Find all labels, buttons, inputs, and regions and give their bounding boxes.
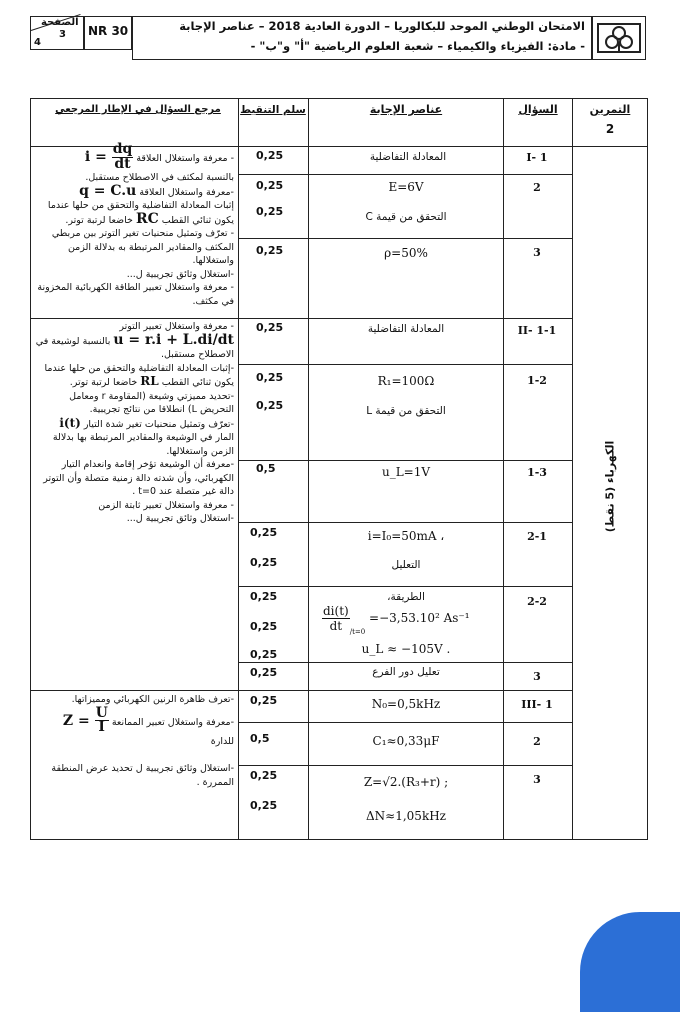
ref-III-d: -استغلال وثائق تجريبية ل تحديد عرض المنطقة الممررة . [51, 763, 234, 788]
ministry-logo-icon [594, 18, 644, 58]
answer-III-3-Z: Z=√2.(R₃+r) ; [363, 775, 449, 789]
score-II-3: 0,25 [250, 666, 278, 679]
question-III-1: III- 1 [521, 698, 553, 711]
ref-II-i: - معرفة واستغلال تعبير ثابتة الزمن [98, 499, 234, 511]
ref-II-e: -تحديد مميزتي وشيعة (المقاومة r ومعامل التحريض L) انطلاقا من نتائج تجريبية. [69, 390, 234, 415]
formula-i-dq-dt: i = $\frac{dq}{dt}$ [84, 141, 133, 172]
ref-II-j: -استغلال وثائق تجريبية ل... [126, 513, 234, 524]
ref-III-a: -تعرف ظاهرة الرنين الكهربائي ومميزاتها. [71, 694, 234, 705]
answer-II-2-2-uL: u_L ≈ −105V . [361, 642, 451, 656]
col-header-exercise: التمرين [589, 103, 631, 116]
score-II-1-2b: 0,25 [256, 399, 284, 412]
score-II-2-1a: 0,25 [250, 526, 278, 539]
answer-II-1-1: المعادلة التفاضلية [367, 323, 445, 335]
header-line-2: - مادة: الفيزياء والكيمياء – شعبة العلوم الرياضية "أ" و"ب" - [250, 39, 585, 53]
code-box [84, 16, 132, 50]
question-III-2: 2 [533, 735, 541, 748]
ref-I-a: - معرفة واستغلال العلاقة [136, 153, 234, 164]
ref-II-a: - معرفة واستغلال تعبير التوتر [119, 321, 234, 332]
question-II-2-1: 2-1 [527, 530, 547, 543]
ref-I-f: - تعرّف وتمثيل منحنيات تغير التوتر بين مربطي المكثف والمقادير المرتبطة به بدلالة الزمن واستغلالها. [51, 228, 234, 266]
page-number-box [30, 16, 84, 50]
answer-II-2-2-value: =−3,53.10² As⁻¹ [369, 611, 470, 625]
ref-I-g: -استغلال وثائق تجريبية ل... [126, 268, 234, 280]
answer-II-1-3: u_L=1V [381, 465, 431, 479]
row-sep [238, 722, 572, 723]
blue-corner-badge [580, 912, 680, 1012]
ref-II-c: -إثبات المعادلة التفاضلية والتحقق من حلها عندما يكون ثنائي القطب [44, 362, 234, 388]
row-sep [238, 174, 572, 175]
row-sep [238, 765, 572, 766]
exercise-number: 2 [605, 122, 615, 136]
ref-I-d: إثبات المعادلة التفاضلية والتحقق من حلها عندما يكون ثنائي القطب [47, 200, 234, 226]
answer-III-2: C₁≈0,33μF [372, 734, 440, 748]
row-sep [238, 522, 572, 523]
section-label-electricity: الكهرباء (5 نقط) [603, 440, 617, 533]
score-III-1: 0,25 [250, 694, 278, 707]
score-I-2a: 0,25 [256, 179, 284, 192]
formula-di-dt: $\frac{di(t)}{dt}$ [323, 604, 349, 633]
question-II-3: 3 [533, 670, 541, 683]
formula-u-ri-ldidt: u = r.i + L.di/dt [113, 331, 234, 348]
answer-I-1: المعادلة التفاضلية [369, 151, 447, 163]
question-II-1-3: 1-3 [527, 466, 547, 479]
formula-rc: RC [135, 210, 159, 227]
col-header-answer: عناصر الإجابة [369, 103, 443, 116]
ref-II-g: المار في الوشيعة والمقادير المرتبطة بها بدلالة الزمن واستغلالها. [52, 432, 234, 457]
question-II-1-1: II- 1-1 [517, 324, 557, 337]
row-sep [238, 460, 572, 461]
logo-box [592, 16, 646, 60]
ref-I-c: -معرفة واستغلال العلاقة [139, 186, 234, 198]
row-sep [238, 364, 572, 365]
header-line-1: الامتحان الوطني الموحد للبكالوريا – الدورة العادية 2018 – عناصر الإجابة [179, 19, 585, 33]
ref-III-block [34, 693, 234, 789]
ref-III-b: -معرفة واستغلال تعبير الممانعة [111, 716, 234, 728]
score-II-2-2b: 0,25 [250, 620, 278, 633]
score-III-2: 0,5 [250, 732, 270, 745]
question-I-2: 2 [533, 181, 541, 194]
col-header-question: السؤال [518, 103, 558, 116]
ref-III-c: للدارة [210, 735, 234, 747]
col-line-ref [238, 98, 239, 840]
score-III-3b: 0,25 [250, 799, 278, 812]
score-II-1-3: 0,5 [256, 462, 276, 475]
answer-II-2-1-I0: i=I₀=50mA ، [367, 529, 445, 543]
row-sep [238, 662, 572, 663]
col-line-score [308, 98, 309, 840]
question-I-3: 3 [533, 246, 541, 259]
ref-II-block [34, 320, 234, 526]
ref-II-h: -معرفة أن الوشيعة تؤخر إقامة وانعدام التيار الكهربائي، وأن شدته دالة زمنية متصلة وأن التوتر دالة غير متصلة عند t=0 . [43, 459, 234, 497]
formula-q-cu: q = C.u [79, 182, 137, 199]
col-header-reference: مرجع السؤال في الإطار المرجعي [55, 104, 221, 115]
ref-I-e: خاضعا لرتبة توتر. [65, 214, 133, 226]
answer-I-2-C: التحقق من قيمة C [365, 211, 447, 223]
question-II-1-2: 1-2 [527, 374, 547, 387]
answer-II-2-2-method: الطريقة، [387, 591, 425, 603]
ref-I-b: بالنسبة لمكثف في الاصطلاح مستقبل. [85, 172, 234, 183]
ref-II-d: خاضعا لرتبة توتر. [69, 377, 138, 388]
answer-I-3: ρ=50% [384, 246, 428, 260]
answer-I-2-E: E=6V [388, 180, 424, 194]
answer-II-1-2-R: R₁=100Ω [377, 374, 435, 388]
answer-II-2-2-didt: $\frac{di(t)}{dt}$ $_{/t=0}$ =−3,53.10² As⁻¹ [323, 604, 470, 636]
question-II-2-2: 2-2 [527, 595, 547, 608]
score-III-3a: 0,25 [250, 769, 278, 782]
score-I-1: 0,25 [256, 149, 284, 162]
answer-II-2-1-reason: التعليل [391, 559, 421, 571]
ref-II-f: -تعرّف وتمثيل منحنيات تغير شدة التيار [83, 418, 234, 430]
formula-z-u-i: Z = $\frac{U}{I}$ [62, 704, 108, 735]
col-header-score: سلم التنقيط [240, 104, 306, 116]
score-I-2b: 0,25 [256, 205, 284, 218]
page-number: 3 [59, 29, 66, 40]
score-II-2-2a: 0,25 [250, 590, 278, 603]
score-II-1-1: 0,25 [256, 321, 284, 334]
answer-II-3: تعليل دور الفرع [372, 666, 440, 678]
question-III-3: 3 [533, 773, 541, 786]
ref-I-h: - معرفة واستغلال تعبير الطاقة الكهربائية المخزونة في مكثف. [37, 282, 234, 307]
row-sep [238, 238, 572, 239]
ref-I-block [34, 143, 234, 308]
question-I-1: I- 1 [526, 151, 548, 164]
score-II-1-2a: 0,25 [256, 371, 284, 384]
col-line-question [572, 98, 573, 840]
formula-it: i(t) [59, 415, 81, 430]
page-total: 4 [34, 37, 41, 48]
score-II-2-1b: 0,25 [250, 556, 278, 569]
answer-III-3-dN: ΔN≈1,05kHz [366, 809, 446, 823]
row-sep [30, 690, 572, 691]
score-II-2-2c: 0,25 [250, 648, 278, 661]
exam-code: NR 30 [88, 24, 129, 38]
page-label: الصفحة [41, 17, 79, 28]
ref-II-b: بالنسبة لوشيعة في الاصطلاح مستقبل. [35, 335, 234, 360]
row-sep [238, 586, 572, 587]
answer-III-1: N₀=0,5kHz [371, 697, 441, 711]
answer-II-1-2-L: التحقق من قيمة L [366, 405, 446, 417]
score-I-3: 0,25 [256, 244, 284, 257]
formula-rl: RL [140, 374, 159, 388]
title-box [132, 16, 592, 60]
